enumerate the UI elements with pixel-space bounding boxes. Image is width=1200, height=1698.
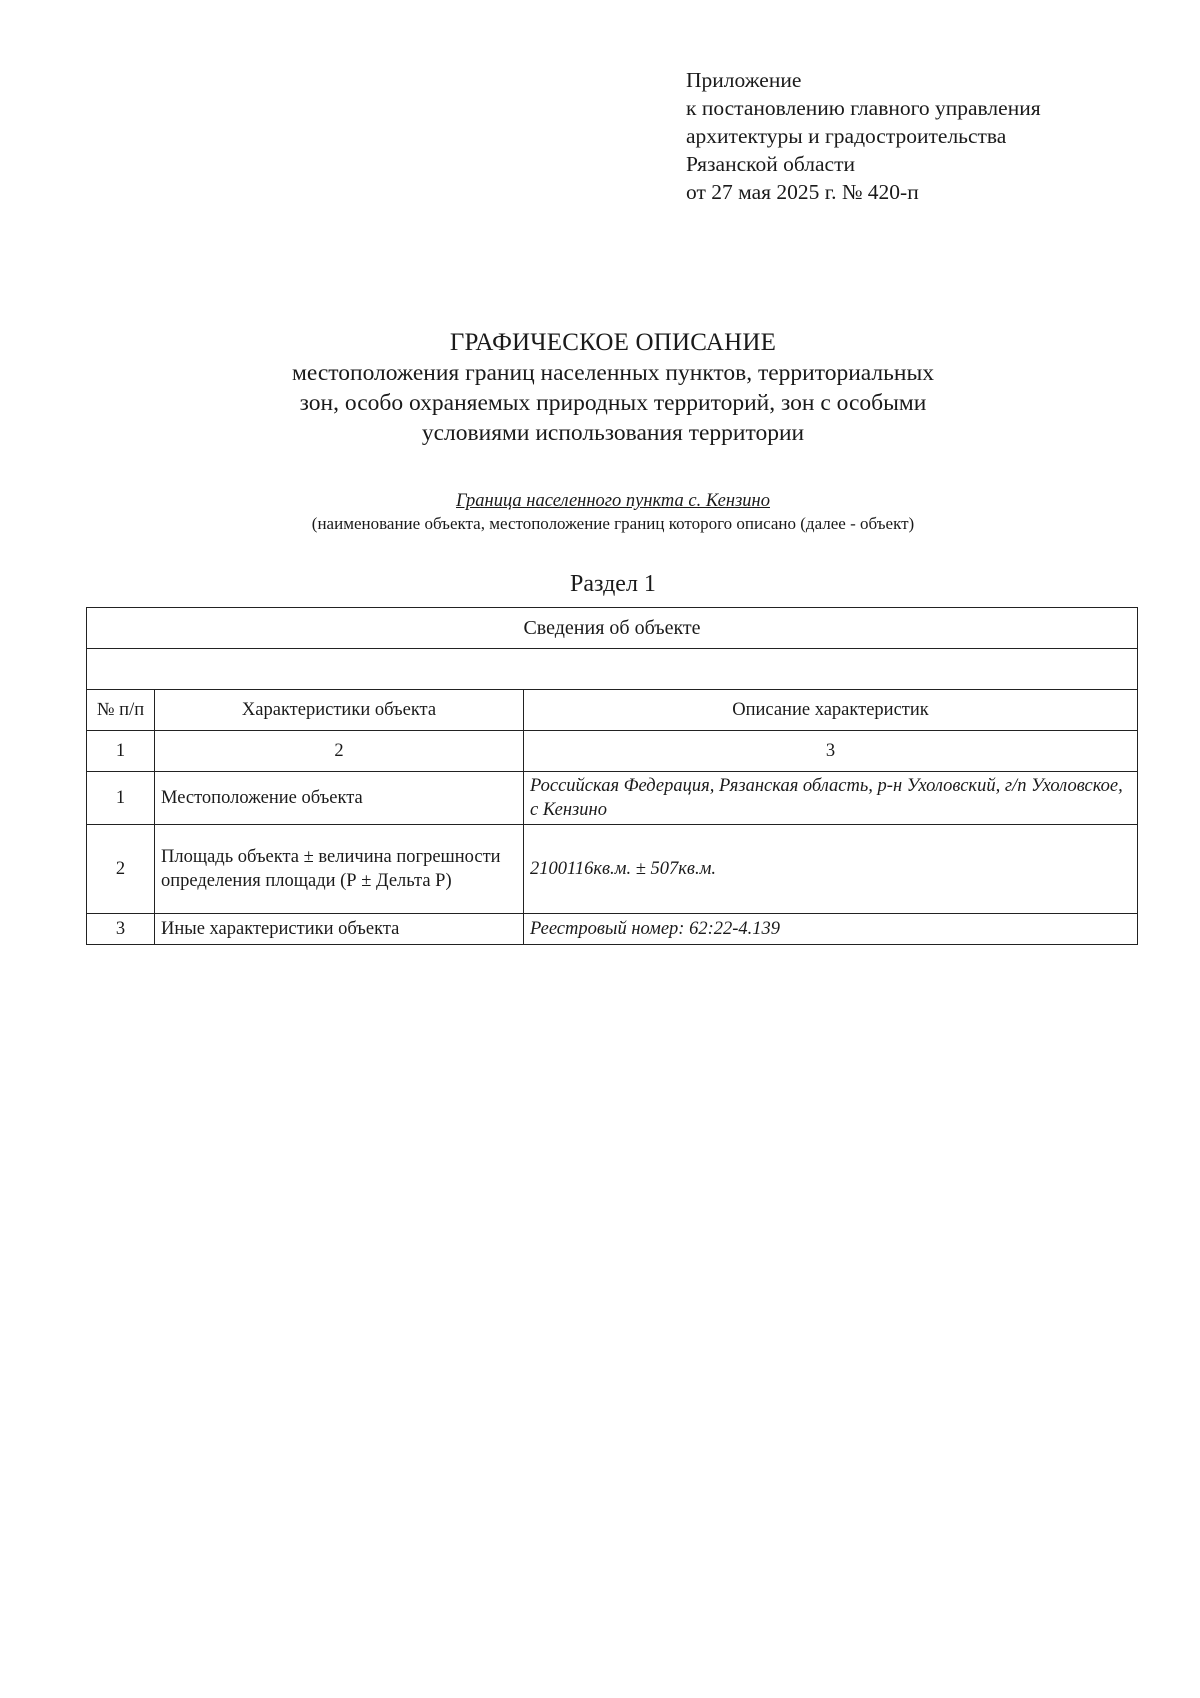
column-number: 1	[87, 731, 155, 772]
table-row	[87, 772, 1138, 825]
appendix-block	[686, 66, 1041, 206]
appendix-line: Рязанской области	[686, 152, 855, 176]
table-empty-cell	[87, 649, 1138, 690]
row-characteristic: Площадь объекта ± величина погрешности определения площади (Р ± Дельта Р)	[155, 825, 524, 914]
appendix-line: Приложение	[686, 68, 802, 92]
object-info-table	[86, 607, 1138, 945]
object-name: Граница населенного пункта с. Кензино	[456, 491, 770, 511]
row-number: 2	[87, 825, 155, 914]
section-title: Раздел 1	[570, 571, 656, 597]
title-block	[0, 328, 1200, 448]
table-empty-row	[87, 649, 1138, 690]
table-header-row	[87, 608, 1138, 649]
document-subtitle-line: местоположения границ населенных пунктов, территориальных	[291, 360, 934, 386]
object-name-hint: (наименование объекта, местоположение границ которого описано (далее - объект)	[311, 514, 915, 533]
row-description: Российская Федерация, Рязанская область, р-н Ухоловский, г/п Ухоловское, с Кензино	[524, 772, 1138, 825]
row-number: 3	[87, 914, 155, 945]
row-characteristic: Иные характеристики объекта	[155, 914, 524, 945]
appendix-line: к постановлению главного управления	[686, 96, 1041, 120]
column-number: 3	[524, 731, 1138, 772]
document-title: ГРАФИЧЕСКОЕ ОПИСАНИЕ	[449, 329, 777, 356]
appendix-line: архитектуры и градостроительства	[686, 124, 1007, 148]
row-characteristic: Местоположение объекта	[155, 772, 524, 825]
table-row	[87, 825, 1138, 914]
column-header-description: Описание характеристик	[524, 690, 1138, 731]
column-number: 2	[155, 731, 524, 772]
table-header: Сведения об объекте	[87, 608, 1138, 649]
column-header-characteristic: Характеристики объекта	[155, 690, 524, 731]
row-description: Реестровый номер: 62:22-4.139	[524, 914, 1138, 945]
column-header-number: № п/п	[87, 690, 155, 731]
table-column-numbers	[87, 731, 1138, 772]
table-column-headers	[87, 690, 1138, 731]
appendix-line: от 27 мая 2025 г. № 420-п	[686, 180, 919, 204]
document-subtitle-line: зон, особо охраняемых природных территорий, зон с особыми	[299, 390, 927, 416]
row-number: 1	[87, 772, 155, 825]
row-description: 2100116кв.м. ± 507кв.м.	[524, 825, 1138, 914]
table-row	[87, 914, 1138, 945]
document-subtitle-line: условиями использования территории	[421, 420, 805, 446]
